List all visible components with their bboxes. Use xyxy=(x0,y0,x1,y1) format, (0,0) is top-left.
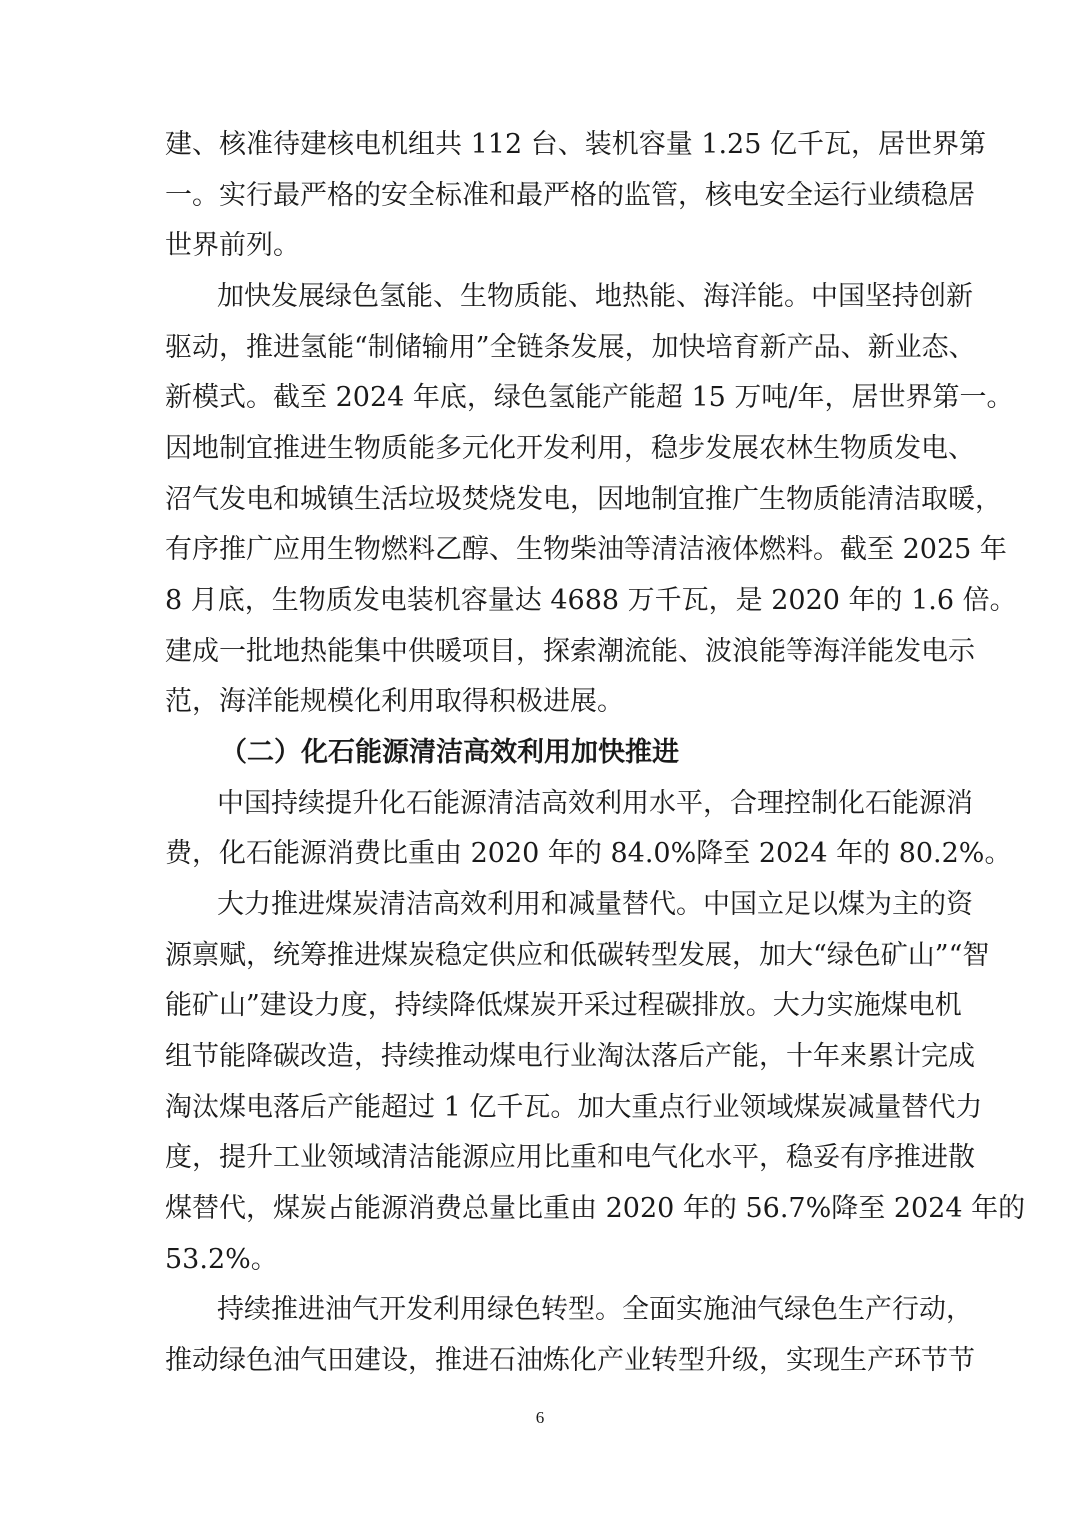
text-line: 能矿山”建设力度，持续降低煤炭开采过程碳排放。大力实施煤电机 xyxy=(165,990,962,1021)
text-line: 沼气发电和城镇生活垃圾焚烧发电，因地制宜推广生物质能清洁取暖， xyxy=(165,484,1002,515)
text-line: 有序推广应用生物燃料乙醇、生物柴油等清洁液体燃料。截至 2025 年 xyxy=(165,534,1007,565)
page-number: 6 xyxy=(535,1408,545,1427)
text-line: 组节能降碳改造，持续推动煤电行业淘汰落后产能，十年来累计完成 xyxy=(165,1041,975,1072)
text-line: 因地制宜推进生物质能多元化开发利用，稳步发展农林生物质发电、 xyxy=(165,433,975,464)
paragraph-first-line: 大力推进煤炭清洁高效利用和减量替代。中国立足以煤为主的资 xyxy=(217,889,973,920)
text-line: 淘汰煤电落后产能超过 1 亿千瓦。加大重点行业领域煤炭减量替代力 xyxy=(165,1092,983,1123)
paragraph-first-line: 持续推进油气开发利用绿色转型。全面实施油气绿色生产行动， xyxy=(217,1294,973,1325)
section-heading: （二）化石能源清洁高效利用加快推进 xyxy=(220,737,679,768)
text-line: 范，海洋能规模化利用取得积极进展。 xyxy=(165,686,624,717)
text-line: 推动绿色油气田建设，推进石油炼化产业转型升级，实现生产环节节 xyxy=(165,1345,975,1376)
text-line: 驱动，推进氢能“制储输用”全链条发展，加快培育新产品、新业态、 xyxy=(165,332,976,363)
text-line: 度，提升工业领域清洁能源应用比重和电气化水平，稳妥有序推进散 xyxy=(165,1142,975,1173)
text-line: 新模式。截至 2024 年底，绿色氢能产能超 15 万吨/年，居世界第一。 xyxy=(165,382,1014,413)
text-line: 建、核准待建核电机组共 112 台、装机容量 1.25 亿千瓦，居世界第 xyxy=(165,129,986,160)
text-line: 费，化石能源消费比重由 2020 年的 84.0%降至 2024 年的 80.2%。 xyxy=(165,838,1012,869)
text-line: 源禀赋，统筹推进煤炭稳定供应和低碳转型发展，加大“绿色矿山”“智 xyxy=(165,940,990,971)
text-line: 建成一批地热能集中供暖项目，探索潮流能、波浪能等海洋能发电示 xyxy=(165,636,975,667)
text-line: 世界前列。 xyxy=(165,230,300,261)
paragraph-first-line: 加快发展绿色氢能、生物质能、地热能、海洋能。中国坚持创新 xyxy=(217,281,973,312)
paragraph-first-line: 中国持续提升化石能源清洁高效利用水平，合理控制化石能源消 xyxy=(217,788,973,819)
text-line: 煤替代，煤炭占能源消费总量比重由 2020 年的 56.7%降至 2024 年的 xyxy=(165,1193,1026,1224)
text-line: 一。实行最严格的安全标准和最严格的监管，核电安全运行业绩稳居 xyxy=(165,180,975,211)
text-line: 8 月底，生物质发电装机容量达 4688 万千瓦，是 2020 年的 1.6 倍。 xyxy=(165,585,1017,616)
text-line: 53.2%。 xyxy=(165,1244,278,1275)
